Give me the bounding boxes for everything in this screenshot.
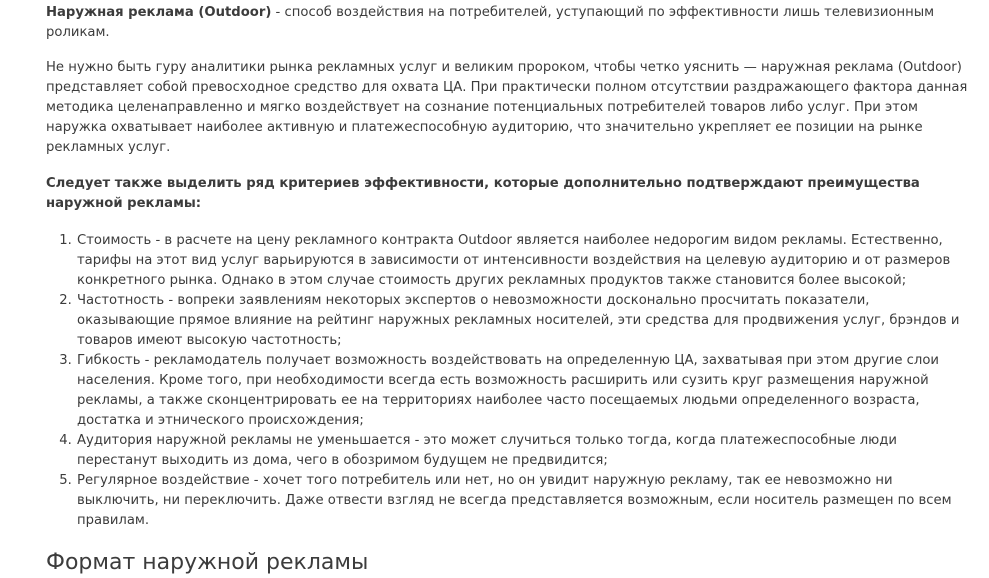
section-heading: Формат наружной рекламы bbox=[46, 550, 369, 575]
list-item: 4. Аудитория наружной рекламы не уменьшается - это может случиться только тогда, когда платежеспособные люди перестанут выходить из дома, чего в обозримом будущем не предвидится; bbox=[76, 431, 971, 471]
list-item: 1. Стоимость - в расчете на цену рекламного контракта Outdoor является наиболее недорогим видом рекламы. Естественно, тарифы на этот вид услуг варьируются в зависимости от интенсивности воздействия на целевую аудиторию и от размеров конкретного рынка. Однако в этом случае стоимость других рекламных продуктов также становится более высокой; bbox=[76, 231, 971, 291]
criteria-heading: Следует также выделить ряд критериев эффективности, которые дополнительно подтверждают преимущества наружной рекламы: bbox=[46, 176, 920, 211]
article-content bbox=[0, 3, 989, 578]
list-item: 3. Гибкость - рекламодатель получает возможность воздействовать на определенную ЦА, захватывая при этом другие слои населения. Кроме того, при необходимости всегда есть возможность расширить или сузить круг размещения наружной рекламы, а также сконцентрировать ее на территориях наиболее часто посещаемых людьми определенного возраста, достатка и этнического происхождения; bbox=[76, 351, 971, 431]
criteria-list bbox=[46, 231, 971, 531]
intro-paragraph bbox=[46, 3, 971, 43]
list-item: 2. Частотность - вопреки заявлениям некоторых экспертов о невозможности досконально просчитать показатели, оказывающие прямое влияние на рейтинг наружных рекламных носителей, эти средства для продвижения услуг, брэндов и товаров имеют высокую частотность; bbox=[76, 291, 971, 351]
intro-definition: - способ воздействия на потребителей, уступающий по эффективности лишь телевизионным роликам. bbox=[46, 5, 935, 40]
description-paragraph: Не нужно быть гуру аналитики рынка рекламных услуг и великим пророком, чтобы четко уяснить — наружная реклама (Outdoor) представляет собой превосходное средство для охвата ЦА. При практически полном отсутствии раздражающего фактора данная методика целенаправленно и мягко воздействует на сознание потенциальных потребителей товаров либо услуг. При этом наружка охватывает наиболее активную и платежеспособную аудиторию, что значительно укрепляет ее позиции на рынке рекламных услуг. bbox=[46, 60, 968, 155]
list-item: 5. Регулярное воздействие - хочет того потребитель или нет, но он увидит наружную рекламу, так ее невозможно ни выключить, ни переключить. Даже отвести взгляд не всегда представляется возможным, если носитель размещен по всем правилам. bbox=[76, 471, 971, 531]
intro-term: Наружная реклама (Outdoor) bbox=[46, 5, 272, 20]
